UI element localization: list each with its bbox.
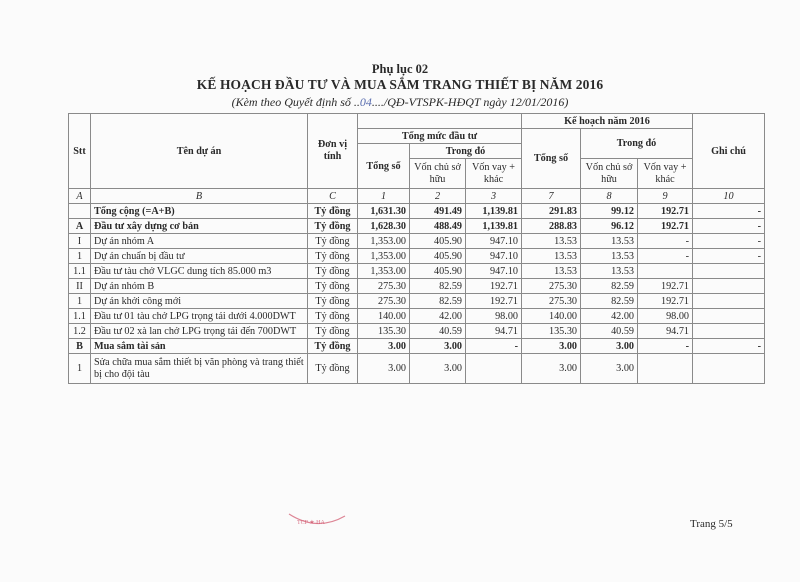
header-plan-2016: Kế hoạch năm 2016 — [522, 114, 693, 129]
column-code: 1 — [358, 189, 410, 204]
table-row — [69, 219, 765, 234]
investment-plan-table — [68, 113, 765, 384]
table-row — [69, 354, 765, 384]
appendix-label: Phụ lục 02 — [371, 62, 429, 76]
row-plan-loans: - — [638, 234, 693, 249]
row-loans: 1,139.81 — [466, 219, 522, 234]
row-stt: I — [69, 234, 91, 249]
row-plan-loans: 98.00 — [638, 309, 693, 324]
row-project-name: Mua sắm tài sản — [91, 339, 308, 354]
header-blank — [358, 114, 522, 129]
row-loans: 94.71 — [466, 324, 522, 339]
row-stt: B — [69, 339, 91, 354]
row-unit: Tỷ đồng — [308, 204, 358, 219]
row-plan-equity: 13.53 — [581, 264, 638, 279]
row-unit: Tỷ đồng — [308, 309, 358, 324]
column-code: 7 — [522, 189, 581, 204]
row-plan-equity: 82.59 — [581, 294, 638, 309]
row-plan-loans: 192.71 — [638, 279, 693, 294]
table-row — [69, 264, 765, 279]
row-loans — [466, 354, 522, 384]
page-number: Trang 5/5 — [690, 518, 733, 530]
row-total: 1,628.30 — [358, 219, 410, 234]
row-plan-loans: - — [638, 339, 693, 354]
row-plan-equity: 40.59 — [581, 324, 638, 339]
row-plan-equity: 3.00 — [581, 354, 638, 384]
row-plan-total: 275.30 — [522, 294, 581, 309]
column-code: 10 — [693, 189, 765, 204]
row-stt: 1 — [69, 354, 91, 384]
row-equity: 82.59 — [410, 294, 466, 309]
row-plan-loans: 192.71 — [638, 294, 693, 309]
row-plan-total: 291.83 — [522, 204, 581, 219]
row-equity: 3.00 — [410, 339, 466, 354]
header-stt: Stt — [69, 114, 91, 189]
row-unit: Tỷ đồng — [308, 249, 358, 264]
row-plan-loans: 192.71 — [638, 204, 693, 219]
row-stt: 1.1 — [69, 309, 91, 324]
header-plan-total: Tổng số — [522, 129, 581, 189]
row-equity: 405.90 — [410, 234, 466, 249]
row-total: 3.00 — [358, 339, 410, 354]
row-unit: Tỷ đồng — [308, 294, 358, 309]
row-total: 1,353.00 — [358, 264, 410, 279]
row-plan-equity: 99.12 — [581, 204, 638, 219]
header-investment-of-which: Trong đó — [410, 144, 522, 159]
row-note: - — [693, 204, 765, 219]
header-plan-equity: Vốn chủ sở hữu — [581, 159, 638, 189]
row-project-name: Đầu tư 02 xà lan chở LPG trọng tải đến 700DWT — [91, 324, 308, 339]
row-plan-total: 13.53 — [522, 249, 581, 264]
header-investment-loans: Vốn vay + khác — [466, 159, 522, 189]
column-code: A — [69, 189, 91, 204]
table-row — [69, 234, 765, 249]
row-loans: - — [466, 339, 522, 354]
row-note: - — [693, 249, 765, 264]
row-plan-loans: 94.71 — [638, 324, 693, 339]
row-equity: 3.00 — [410, 354, 466, 384]
row-total: 275.30 — [358, 279, 410, 294]
row-plan-loans: - — [638, 249, 693, 264]
row-unit: Tỷ đồng — [308, 234, 358, 249]
row-plan-total: 135.30 — [522, 324, 581, 339]
row-note — [693, 264, 765, 279]
row-project-name: Sửa chữa mua sắm thiết bị văn phòng và trang thiết bị cho đội tàu — [91, 354, 308, 384]
row-project-name: Đầu tư tàu chở VLGC dung tích 85.000 m3 — [91, 264, 308, 279]
row-loans: 947.10 — [466, 249, 522, 264]
row-plan-total: 3.00 — [522, 339, 581, 354]
header-plan-of-which: Trong đó — [581, 129, 693, 159]
row-unit: Tỷ đồng — [308, 339, 358, 354]
row-plan-loans — [638, 264, 693, 279]
row-equity: 42.00 — [410, 309, 466, 324]
row-plan-total: 288.83 — [522, 219, 581, 234]
column-code: 3 — [466, 189, 522, 204]
row-note — [693, 279, 765, 294]
row-plan-total: 13.53 — [522, 234, 581, 249]
decision-number: 04 — [359, 95, 372, 109]
row-note — [693, 354, 765, 384]
row-plan-total: 13.53 — [522, 264, 581, 279]
document-title: KẾ HOẠCH ĐẦU TƯ VÀ MUA SẮM TRANG THIẾT BỊ NĂM 2016 — [196, 77, 604, 92]
row-plan-total: 275.30 — [522, 279, 581, 294]
row-note: - — [693, 339, 765, 354]
row-equity: 405.90 — [410, 264, 466, 279]
row-project-name: Đầu tư xây dựng cơ bản — [91, 219, 308, 234]
row-plan-total: 3.00 — [522, 354, 581, 384]
table-row — [69, 204, 765, 219]
row-plan-loans — [638, 354, 693, 384]
row-plan-equity: 42.00 — [581, 309, 638, 324]
row-loans: 947.10 — [466, 234, 522, 249]
table-row — [69, 294, 765, 309]
header-investment-equity: Vốn chủ sở hữu — [410, 159, 466, 189]
table-row — [69, 339, 765, 354]
row-project-name: Dự án nhóm A — [91, 234, 308, 249]
row-stt: 1.1 — [69, 264, 91, 279]
row-unit: Tỷ đồng — [308, 324, 358, 339]
header-project-name: Tên dự án — [91, 114, 308, 189]
row-loans: 947.10 — [466, 264, 522, 279]
row-total: 135.30 — [358, 324, 410, 339]
row-plan-equity: 3.00 — [581, 339, 638, 354]
row-project-name: Dự án nhóm B — [91, 279, 308, 294]
row-equity: 40.59 — [410, 324, 466, 339]
row-note — [693, 294, 765, 309]
stamp-text: TCP ★ HA — [297, 520, 325, 526]
row-project-name: Dự án khởi công mới — [91, 294, 308, 309]
row-loans: 192.71 — [466, 279, 522, 294]
row-total: 275.30 — [358, 294, 410, 309]
row-equity: 405.90 — [410, 249, 466, 264]
row-total: 1,631.30 — [358, 204, 410, 219]
row-equity: 491.49 — [410, 204, 466, 219]
row-project-name: Tổng cộng (=A+B) — [91, 204, 308, 219]
header-plan-loans: Vốn vay + khác — [638, 159, 693, 189]
row-plan-equity: 13.53 — [581, 234, 638, 249]
row-plan-total: 140.00 — [522, 309, 581, 324]
row-loans: 1,139.81 — [466, 204, 522, 219]
row-note — [693, 324, 765, 339]
column-code: 2 — [410, 189, 466, 204]
row-note: - — [693, 219, 765, 234]
company-stamp — [287, 512, 347, 530]
subtitle-prefix: (Kèm theo Quyết định số .. — [231, 95, 360, 109]
row-stt — [69, 204, 91, 219]
row-note: - — [693, 234, 765, 249]
table-row — [69, 309, 765, 324]
row-equity: 488.49 — [410, 219, 466, 234]
document-subtitle — [0, 95, 800, 110]
row-unit: Tỷ đồng — [308, 279, 358, 294]
column-code: B — [91, 189, 308, 204]
header-notes: Ghi chú — [693, 114, 765, 189]
row-equity: 82.59 — [410, 279, 466, 294]
row-stt: 1 — [69, 249, 91, 264]
row-total: 140.00 — [358, 309, 410, 324]
row-unit: Tỷ đồng — [308, 219, 358, 234]
column-code: 8 — [581, 189, 638, 204]
row-loans: 98.00 — [466, 309, 522, 324]
row-unit: Tỷ đồng — [308, 354, 358, 384]
header-total-investment: Tổng mức đầu tư — [358, 129, 522, 144]
column-code: C — [308, 189, 358, 204]
row-total: 1,353.00 — [358, 249, 410, 264]
table-row — [69, 324, 765, 339]
row-note — [693, 309, 765, 324]
table-row — [69, 279, 765, 294]
row-project-name: Đầu tư 01 tàu chở LPG trọng tải dưới 4.000DWT — [91, 309, 308, 324]
row-loans: 192.71 — [466, 294, 522, 309]
row-total: 3.00 — [358, 354, 410, 384]
row-stt: II — [69, 279, 91, 294]
column-code: 9 — [638, 189, 693, 204]
row-plan-equity: 82.59 — [581, 279, 638, 294]
row-plan-equity: 13.53 — [581, 249, 638, 264]
row-stt: A — [69, 219, 91, 234]
row-total: 1,353.00 — [358, 234, 410, 249]
row-stt: 1 — [69, 294, 91, 309]
row-plan-equity: 96.12 — [581, 219, 638, 234]
header-investment-total: Tổng số — [358, 144, 410, 189]
table-row — [69, 249, 765, 264]
row-plan-loans: 192.71 — [638, 219, 693, 234]
row-project-name: Dự án chuẩn bị đầu tư — [91, 249, 308, 264]
column-code-row — [69, 189, 765, 204]
header-unit: Đơn vị tính — [308, 114, 358, 189]
row-stt: 1.2 — [69, 324, 91, 339]
subtitle-suffix: ..../QĐ-VTSPK-HĐQT ngày 12/01/2016) — [371, 95, 569, 109]
row-unit: Tỷ đồng — [308, 264, 358, 279]
